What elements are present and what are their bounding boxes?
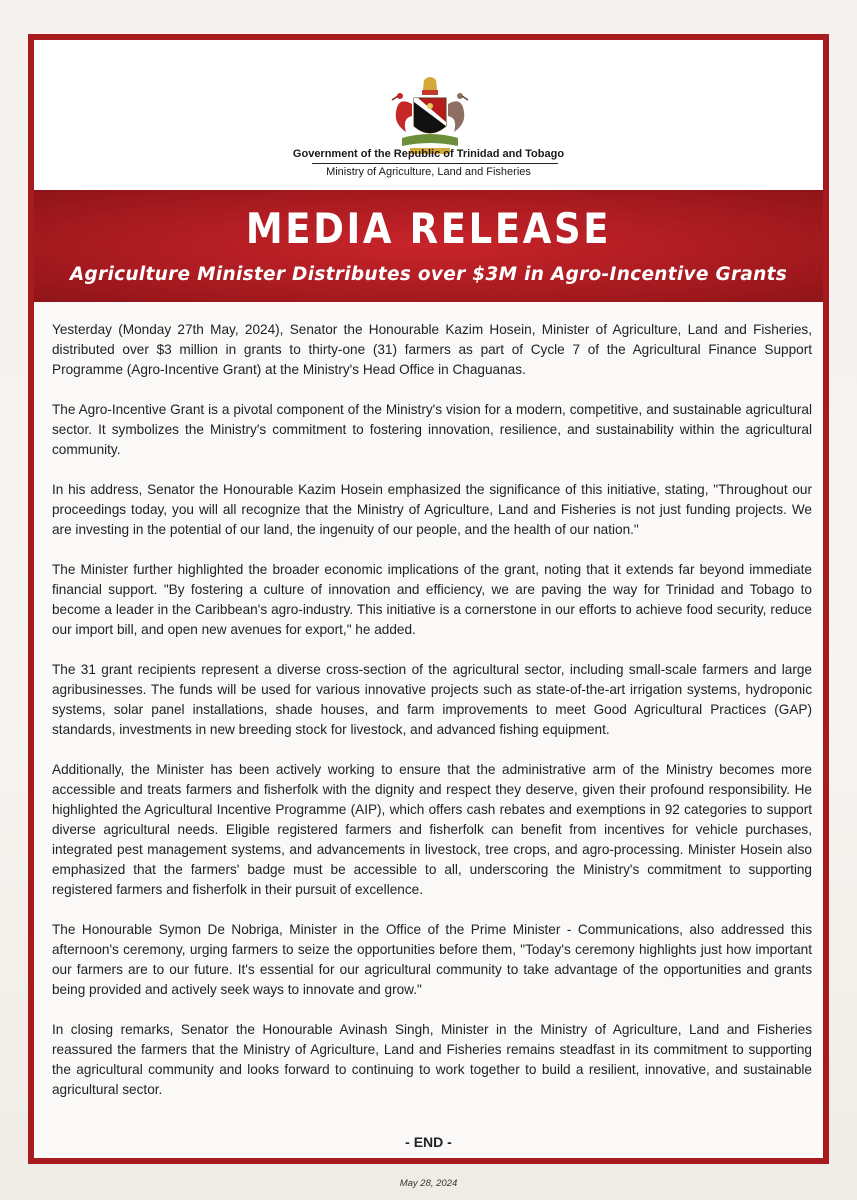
paragraph: Additionally, the Minister has been actively working to ensure that the administrative arm of the Ministry becomes more accessible and treats farmers and fisherfolk with the dignity and respect they deserve, given their profound responsibility. He highlighted the Agricultural Incentive Programme (AIP), which offers cash rebates and exemptions in 92 categories to support diverse agricultural needs. Eligible registered farmers and fisherfolk can benefit from incentives for vehicle purchases, integrated pest management systems, and advancements in livestock, tree crops, and agro-processing. Minister Hosein also emphasized that the farmers' badge must be accessible to all, underscoring the Ministry's commitment to supporting registered farmers and fisherfolk in their pursuit of excellence. bbox=[52, 762, 812, 897]
paragraph: In his address, Senator the Honourable Kazim Hosein emphasized the significance of this initiative, stating, "Throughout our proceedings today, you will all recognize that the Ministry of Agriculture, Land and Fisheries is not just funding projects. We are investing in the potential of our land, the ingenuity of our people, and the health of our nation." bbox=[52, 482, 812, 537]
divider bbox=[312, 163, 558, 164]
document-frame bbox=[28, 34, 829, 1164]
ministry-name: Ministry of Agriculture, Land and Fisheries bbox=[326, 166, 531, 178]
release-date: May 28, 2024 bbox=[399, 1178, 458, 1189]
paragraph: The 31 grant recipients represent a diverse cross-section of the agricultural sector, including small-scale farmers and large agribusinesses. The funds will be used for various innovative projects such as state-of-the-art irrigation systems, hydroponic systems, solar panel installations, shade houses, and farm improvements to meet Good Agricultural Practices (GAP) standards, investments in new breeding stock for livestock, and advanced fishing equipment. bbox=[52, 662, 812, 737]
page-title: MEDIA RELEASE bbox=[245, 204, 612, 253]
headline: Agriculture Minister Distributes over $3M in Agro-Incentive Grants bbox=[69, 264, 788, 285]
paragraph: The Minister further highlighted the broader economic implications of the grant, noting that it extends far beyond immediate financial support. "By fostering a culture of innovation and efficiency, we are paving the way for Trinidad and Tobago to become a leader in the Caribbean's agro-industry. This initiative is a cornerstone in our efforts to achieve food security, reduce our import bill, and open new avenues for export," he added. bbox=[52, 562, 812, 637]
government-title: Government of the Republic of Trinidad and Tobago bbox=[292, 148, 565, 160]
release-body bbox=[52, 320, 812, 1120]
paragraph: The Agro-Incentive Grant is a pivotal component of the Ministry's vision for a modern, competitive, and sustainable agricultural sector. It symbolizes the Ministry's commitment to fostering innovation, resilience, and sustainability within the agricultural community. bbox=[52, 402, 812, 457]
paragraph: Yesterday (Monday 27th May, 2024), Senator the Honourable Kazim Hosein, Minister of Agriculture, Land and Fisheries, distributed over $3 million in grants to thirty-one (31) farmers as part of Cycle 7 of the Agricultural Finance Support Programme (Agro-Incentive Grant) at the Ministry's Head Office in Chaguanas. bbox=[52, 322, 812, 377]
paragraph: The Honourable Symon De Nobriga, Minister in the Office of the Prime Minister - Communications, also addressed this afternoon's ceremony, urging farmers to seize the opportunities before them, "Today's ceremony highlights just how important our farmers are to our future. It's essential for our agricultural community to take advantage of the opportunities and grants being provided and actively seek ways to innovate and grow." bbox=[52, 922, 812, 997]
end-marker: - END - bbox=[405, 1134, 452, 1150]
paragraph: In closing remarks, Senator the Honourable Avinash Singh, Minister in the Ministry of Agriculture, Land and Fisheries reassured the farmers that the Ministry of Agriculture, Land and Fisheries remains steadfast in its commitment to supporting the agricultural community and looks forward to continuing to work together to build a resilient, innovative, and sustainable agricultural sector. bbox=[52, 1022, 812, 1097]
title-banner bbox=[34, 190, 823, 302]
header bbox=[34, 40, 823, 190]
